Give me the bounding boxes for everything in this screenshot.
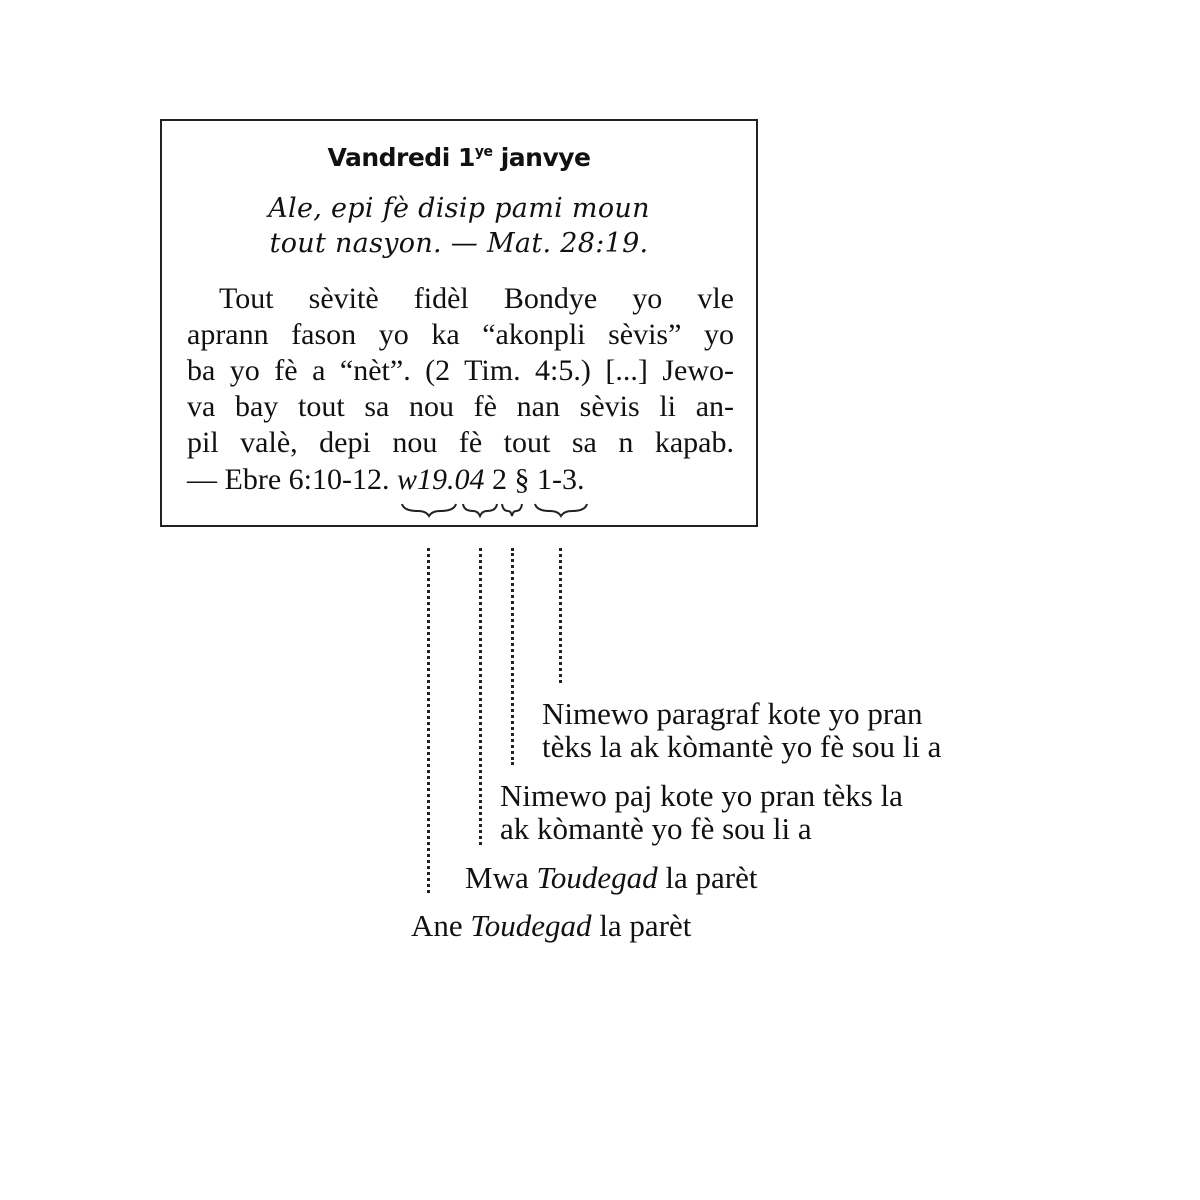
- dotted-leader-month: [479, 548, 482, 845]
- label-year: [411, 909, 691, 942]
- scripture-ref: — Ebre 6:10-12.: [187, 463, 397, 496]
- dotted-leader-paragraph: [559, 548, 562, 683]
- label-text: la parèt: [657, 860, 758, 895]
- label-line: Nimewo paj kote yo pran tèks la: [500, 778, 903, 813]
- brace-page: [500, 502, 524, 518]
- brace-year: [400, 502, 458, 518]
- label-text: Ane: [411, 908, 471, 943]
- body-line: ba yo fè a “nèt”. (2 Tim. 4:5.) [...] Jewo-: [187, 354, 734, 387]
- body-line: pil valè, depi nou fè tout sa n kapab.: [187, 426, 734, 459]
- label-text: la parèt: [591, 908, 692, 943]
- brace-paragraph: [533, 502, 589, 518]
- paragraph-ref: § 1-3.: [514, 463, 585, 496]
- label-paragraph: [542, 697, 941, 763]
- label-line: Nimewo paragraf kote yo pran: [542, 696, 923, 731]
- reference-line: [187, 462, 734, 498]
- dotted-leader-page: [511, 548, 514, 765]
- body-line: Tout sèvitè fidèl Bondye yo vle: [219, 282, 734, 315]
- label-line: tèks la ak kòmantè yo fè sou li a: [542, 729, 942, 764]
- label-month: [465, 861, 757, 894]
- body-line: va bay tout sa nou fè nan sèvis li an-: [187, 390, 734, 423]
- date-heading: [162, 143, 756, 172]
- verse-line: Ale, epi fè disip pami moun: [268, 193, 650, 224]
- verse-line: tout nasyon. — Mat. 28:19.: [269, 228, 649, 259]
- issue-ref: w19.04: [396, 463, 485, 496]
- date-suffix: ye: [474, 144, 493, 160]
- label-line: ak kòmantè yo fè sou li a: [500, 811, 812, 846]
- brace-month: [461, 502, 499, 518]
- daily-text-card: [160, 119, 758, 527]
- label-text: Mwa: [465, 860, 537, 895]
- label-text: Toudegad: [536, 860, 658, 895]
- body-line: aprann fason yo ka “akonpli sèvis” yo: [187, 318, 734, 351]
- dotted-leader-year: [427, 548, 430, 893]
- label-page: [500, 779, 903, 845]
- date-day: Vandredi 1: [327, 143, 475, 172]
- label-text: Toudegad: [470, 908, 592, 943]
- page-ref: 2: [484, 463, 515, 496]
- date-month: janvye: [500, 143, 591, 172]
